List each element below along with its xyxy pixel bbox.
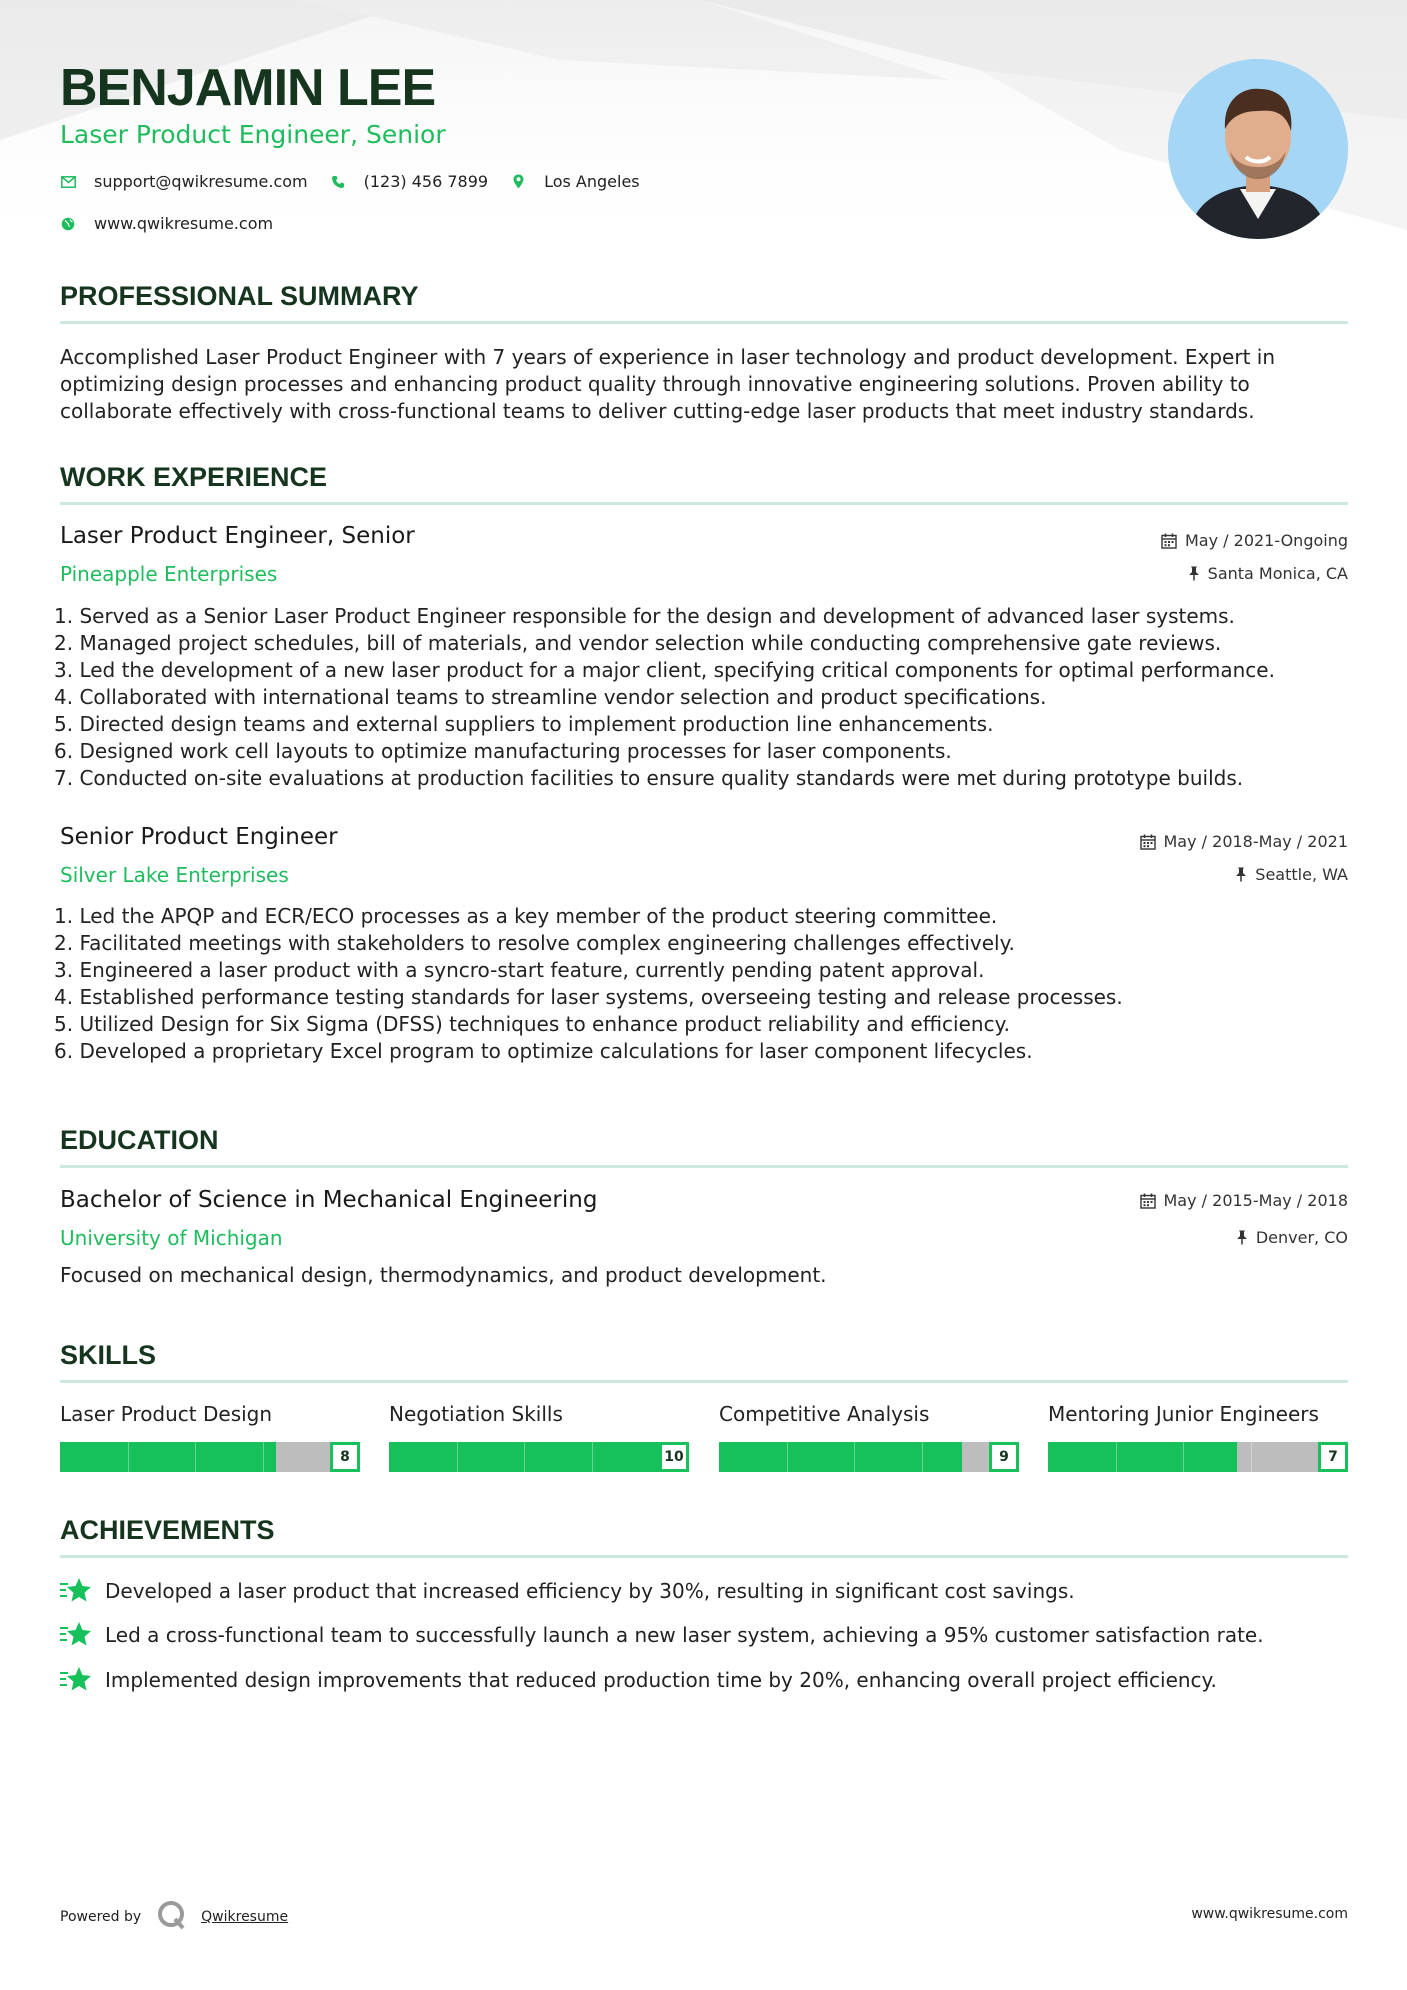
- footer-url[interactable]: www.qwikresume.com: [1191, 1906, 1348, 1922]
- skill-bar-segment-divider: [1251, 1442, 1252, 1472]
- profile-photo: [1168, 59, 1348, 239]
- list-item: 4. Established performance testing standards for laser systems, overseeing testing and release processes.: [54, 985, 1123, 1009]
- skill-level-badge: 8: [330, 1442, 360, 1472]
- achievements-heading: ACHIEVEMENTS: [60, 1515, 275, 1545]
- skill-item: [1048, 1402, 1348, 1472]
- skill-bar-segment-divider: [787, 1442, 788, 1472]
- star-award-icon: [60, 1665, 92, 1695]
- skill-bar-fill: [719, 1442, 962, 1472]
- skills-heading: SKILLS: [60, 1340, 157, 1370]
- skill-level-badge: 7: [1318, 1442, 1348, 1472]
- list-item: 1. Led the APQP and ECR/ECO processes as a key member of the product steering committee.: [54, 904, 998, 928]
- experience-heading: WORK EXPERIENCE: [60, 462, 328, 492]
- skill-level-bar: [389, 1442, 689, 1472]
- pushpin-icon: [1235, 867, 1247, 882]
- contact-location: [510, 172, 640, 191]
- list-item: 3. Engineered a laser product with a syncro-start feature, currently pending patent approval.: [54, 958, 985, 982]
- contact-website[interactable]: [60, 214, 273, 233]
- skill-bar-segment-divider: [263, 1442, 264, 1472]
- skill-bar-fill: [60, 1442, 276, 1472]
- section-divider: [60, 1165, 1348, 1168]
- pushpin-icon: [1188, 566, 1200, 581]
- skill-bar-segment-divider: [128, 1442, 129, 1472]
- skill-item: [719, 1402, 1019, 1472]
- skill-bar-segment-divider: [1183, 1442, 1184, 1472]
- skill-bar-track: [1048, 1442, 1348, 1472]
- job-dates-text: May / 2018-May / 2021: [1163, 832, 1348, 851]
- qwikresume-logo-icon: [157, 1900, 187, 1934]
- skill-bar-fill: [1048, 1442, 1237, 1472]
- skill-level-bar: [719, 1442, 1019, 1472]
- job-responsibilities: [54, 603, 1354, 792]
- job-responsibilities: [54, 903, 1354, 1065]
- phone-text: (123) 456 7899: [363, 172, 489, 191]
- school-name: University of Michigan: [60, 1226, 283, 1250]
- skill-item: [389, 1402, 689, 1472]
- skill-bar-segment-divider: [457, 1442, 458, 1472]
- pushpin-icon: [1236, 1230, 1248, 1245]
- skill-level-badge: 9: [989, 1442, 1019, 1472]
- skill-name: Mentoring Junior Engineers: [1048, 1402, 1319, 1426]
- list-item: 4. Collaborated with international teams to streamline vendor selection and product specifications.: [54, 685, 1047, 709]
- skill-level-bar: [1048, 1442, 1348, 1472]
- job-location: [1188, 564, 1348, 583]
- achievement-text: Developed a laser product that increased efficiency by 30%, resulting in significant cost savings.: [105, 1579, 1075, 1603]
- skill-bar-segment-divider: [854, 1442, 855, 1472]
- footer-powered-by: [60, 1900, 288, 1934]
- phone-icon: [330, 174, 346, 190]
- skill-level-bar: [60, 1442, 360, 1472]
- job-location: [1235, 865, 1348, 884]
- skill-level-badge: 10: [659, 1442, 689, 1472]
- list-item: 2. Facilitated meetings with stakeholders to resolve complex engineering challenges effectively.: [54, 931, 1015, 955]
- skill-bar-segment-divider: [592, 1442, 593, 1472]
- envelope-icon: [60, 174, 76, 190]
- job-dates: [1140, 832, 1349, 851]
- candidate-name: BENJAMIN LEE: [60, 59, 436, 117]
- achievement-text: Implemented design improvements that reduced production time by 20%, enhancing overall project efficiency.: [105, 1668, 1217, 1692]
- education-heading: EDUCATION: [60, 1125, 219, 1155]
- list-item: 2. Managed project schedules, bill of materials, and vendor selection while conducting comprehensive gate reviews.: [54, 631, 1222, 655]
- job-title: Laser Product Engineer, Senior: [60, 523, 415, 549]
- job-company: Silver Lake Enterprises: [60, 863, 289, 887]
- degree-title: Bachelor of Science in Mechanical Engineering: [60, 1187, 598, 1213]
- map-pin-icon: [510, 174, 526, 190]
- education-dates: [1140, 1191, 1349, 1210]
- skill-bar-track: [719, 1442, 1019, 1472]
- achievement-item: [60, 1620, 1264, 1650]
- list-item: 1. Served as a Senior Laser Product Engineer responsible for the design and development of advanced laser systems.: [54, 604, 1235, 628]
- job-location-text: Seattle, WA: [1255, 865, 1348, 884]
- powered-by-label: Powered by: [60, 1909, 142, 1925]
- skill-bar-segment-divider: [922, 1442, 923, 1472]
- skill-name: Laser Product Design: [60, 1402, 273, 1426]
- job-dates-text: May / 2021-Ongoing: [1185, 531, 1348, 550]
- skill-name: Competitive Analysis: [719, 1402, 930, 1426]
- email-text: support@qwikresume.com: [94, 172, 308, 191]
- skill-name: Negotiation Skills: [389, 1402, 563, 1426]
- location-text: Los Angeles: [544, 172, 640, 191]
- skill-bar-track: [389, 1442, 689, 1472]
- list-item: 5. Utilized Design for Six Sigma (DFSS) techniques to enhance product reliability and efficiency.: [54, 1012, 1010, 1036]
- education-description: Focused on mechanical design, thermodynamics, and product development.: [60, 1263, 827, 1287]
- job-dates: [1161, 531, 1348, 550]
- summary-heading: PROFESSIONAL SUMMARY: [60, 281, 419, 311]
- summary-text: Accomplished Laser Product Engineer with 7 years of experience in laser technology and product development. Expert in optimizing design processes and enhancing product quality through innovative engineering solutions. Proven ability to collaborate effectively with cross-functional teams to deliver cutting-edge laser products that meet industry standards.: [60, 345, 1275, 423]
- website-text: www.qwikresume.com: [94, 214, 274, 233]
- skill-bar-segment-divider: [195, 1442, 196, 1472]
- contact-row: [60, 172, 662, 191]
- globe-icon: [60, 216, 76, 232]
- skill-bar-segment-divider: [524, 1442, 525, 1472]
- list-item: 6. Designed work cell layouts to optimize manufacturing processes for laser components.: [54, 739, 952, 763]
- skill-item: [60, 1402, 360, 1472]
- contact-email[interactable]: [60, 172, 308, 191]
- education-dates-text: May / 2015-May / 2018: [1163, 1191, 1348, 1210]
- list-item: 3. Led the development of a new laser product for a major client, specifying critical components for optimal performance.: [54, 658, 1275, 682]
- job-title: Senior Product Engineer: [60, 824, 338, 850]
- education-location-text: Denver, CO: [1255, 1228, 1348, 1247]
- person-avatar-icon: [1168, 59, 1348, 239]
- skill-bar-segment-divider: [1116, 1442, 1117, 1472]
- achievement-item: [60, 1665, 1217, 1695]
- education-location: [1236, 1228, 1348, 1247]
- skill-bar-track: [60, 1442, 360, 1472]
- list-item: 7. Conducted on-site evaluations at production facilities to ensure quality standards were met during prototype builds.: [54, 766, 1244, 790]
- contact-row-website: [60, 214, 295, 233]
- qwikresume-link[interactable]: Qwikresume: [201, 1909, 289, 1925]
- star-award-icon: [60, 1576, 92, 1606]
- section-divider: [60, 1555, 1348, 1558]
- job-location-text: Santa Monica, CA: [1207, 564, 1348, 583]
- calendar-icon: [1161, 533, 1177, 549]
- calendar-icon: [1140, 1193, 1156, 1209]
- achievement-item: [60, 1576, 1075, 1606]
- candidate-title: Laser Product Engineer, Senior: [60, 120, 446, 149]
- list-item: 5. Directed design teams and external suppliers to implement production line enhancements.: [54, 712, 994, 736]
- calendar-icon: [1140, 834, 1156, 850]
- achievement-text: Led a cross-functional team to successfully launch a new laser system, achieving a 95% customer satisfaction rate.: [105, 1623, 1264, 1647]
- section-divider: [60, 321, 1348, 324]
- section-divider: [60, 1380, 1348, 1383]
- list-item: 6. Developed a proprietary Excel program to optimize calculations for laser component lifecycles.: [54, 1039, 1033, 1063]
- section-divider: [60, 502, 1348, 505]
- job-company: Pineapple Enterprises: [60, 562, 278, 586]
- contact-phone[interactable]: [330, 172, 488, 191]
- star-award-icon: [60, 1620, 92, 1650]
